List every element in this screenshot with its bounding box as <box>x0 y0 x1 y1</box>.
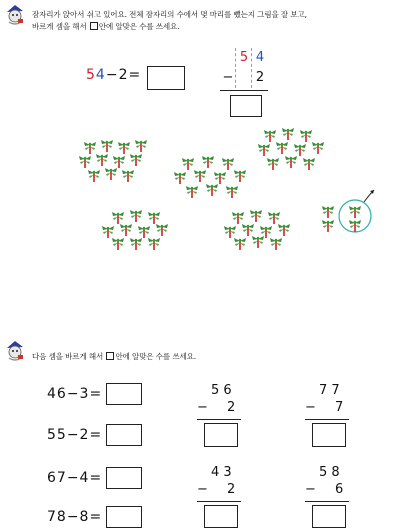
instruction-text-a: 다음 셈을 바르게 해서 <box>32 352 104 361</box>
blank-box-icon <box>90 22 98 30</box>
vertical-problem-3 <box>197 465 247 530</box>
ones-digit: 4 <box>255 50 265 65</box>
minus-sign: − <box>222 70 234 85</box>
dragonfly-group-3 <box>258 128 324 170</box>
minuend: 5 6 <box>211 383 232 398</box>
answer-box[interactable] <box>204 505 238 528</box>
minus-sign: − <box>305 400 316 415</box>
answer-box[interactable] <box>147 66 185 90</box>
horizontal-expression <box>86 67 141 83</box>
answer-box[interactable] <box>230 95 262 117</box>
tens-digit: 5 <box>239 50 249 65</box>
minuend: 4 3 <box>211 465 232 480</box>
subtrahend: 2 <box>227 482 236 497</box>
problem-1-answer-box[interactable] <box>106 383 142 405</box>
instruction-line-3 <box>32 350 196 363</box>
blank-box-icon <box>106 352 114 360</box>
minuend: 5 8 <box>319 465 340 480</box>
instruction-text-a: 바르게 셈을 해서 <box>32 22 87 31</box>
answer-box[interactable] <box>312 423 346 447</box>
answer-box[interactable] <box>204 423 238 447</box>
expression-rest: −2= <box>105 67 142 83</box>
vertical-problem <box>218 48 268 118</box>
answer-box[interactable] <box>312 505 346 528</box>
subtrahend: 7 <box>335 400 344 415</box>
circled-dragonflies <box>339 190 374 232</box>
instruction-text-b: 안에 알맞은 수를 쓰세요. <box>98 22 180 31</box>
minus-sign: − <box>197 482 208 497</box>
problem-3-answer-box[interactable] <box>106 467 142 489</box>
dragonfly-illustration <box>70 120 400 250</box>
vertical-problem-2 <box>305 383 355 449</box>
subtrahend: 2 <box>255 70 265 85</box>
dragonfly-group-1 <box>79 140 147 182</box>
problem-4-expression: 78−8= <box>47 509 103 525</box>
instruction-line-1: 잠자리가 앉아서 쉬고 있어요. 전체 잠자리의 수에서 몇 마리를 뺐는지 그림을 잘 보고, <box>32 10 307 19</box>
problem-4-answer-box[interactable] <box>106 506 142 528</box>
subtrahend: 6 <box>335 482 344 497</box>
minuend: 7 7 <box>319 383 340 398</box>
ones-digit: 4 <box>95 67 106 83</box>
problem-2-answer-box[interactable] <box>106 424 142 446</box>
problem-3-expression: 67−4= <box>47 470 103 486</box>
dragonfly-group-2 <box>174 156 246 198</box>
instruction-text-b: 안에 알맞은 수를 쓰세요. <box>115 352 197 361</box>
minus-sign: − <box>305 482 316 497</box>
dragonfly-group-4 <box>102 210 168 250</box>
subtrahend: 2 <box>227 400 236 415</box>
vertical-problem-1 <box>197 383 247 449</box>
instruction-line-2 <box>32 20 179 33</box>
problem-1-expression: 46−3= <box>47 386 103 402</box>
problem-2-expression: 55−2= <box>47 427 103 443</box>
vertical-problem-4 <box>305 465 355 530</box>
dragonfly-group-6 <box>322 206 334 232</box>
mascot-icon <box>3 338 27 362</box>
minus-sign: − <box>197 400 208 415</box>
dragonfly-group-5 <box>224 210 290 250</box>
mascot-icon <box>3 2 27 26</box>
tens-digit: 5 <box>86 67 96 83</box>
